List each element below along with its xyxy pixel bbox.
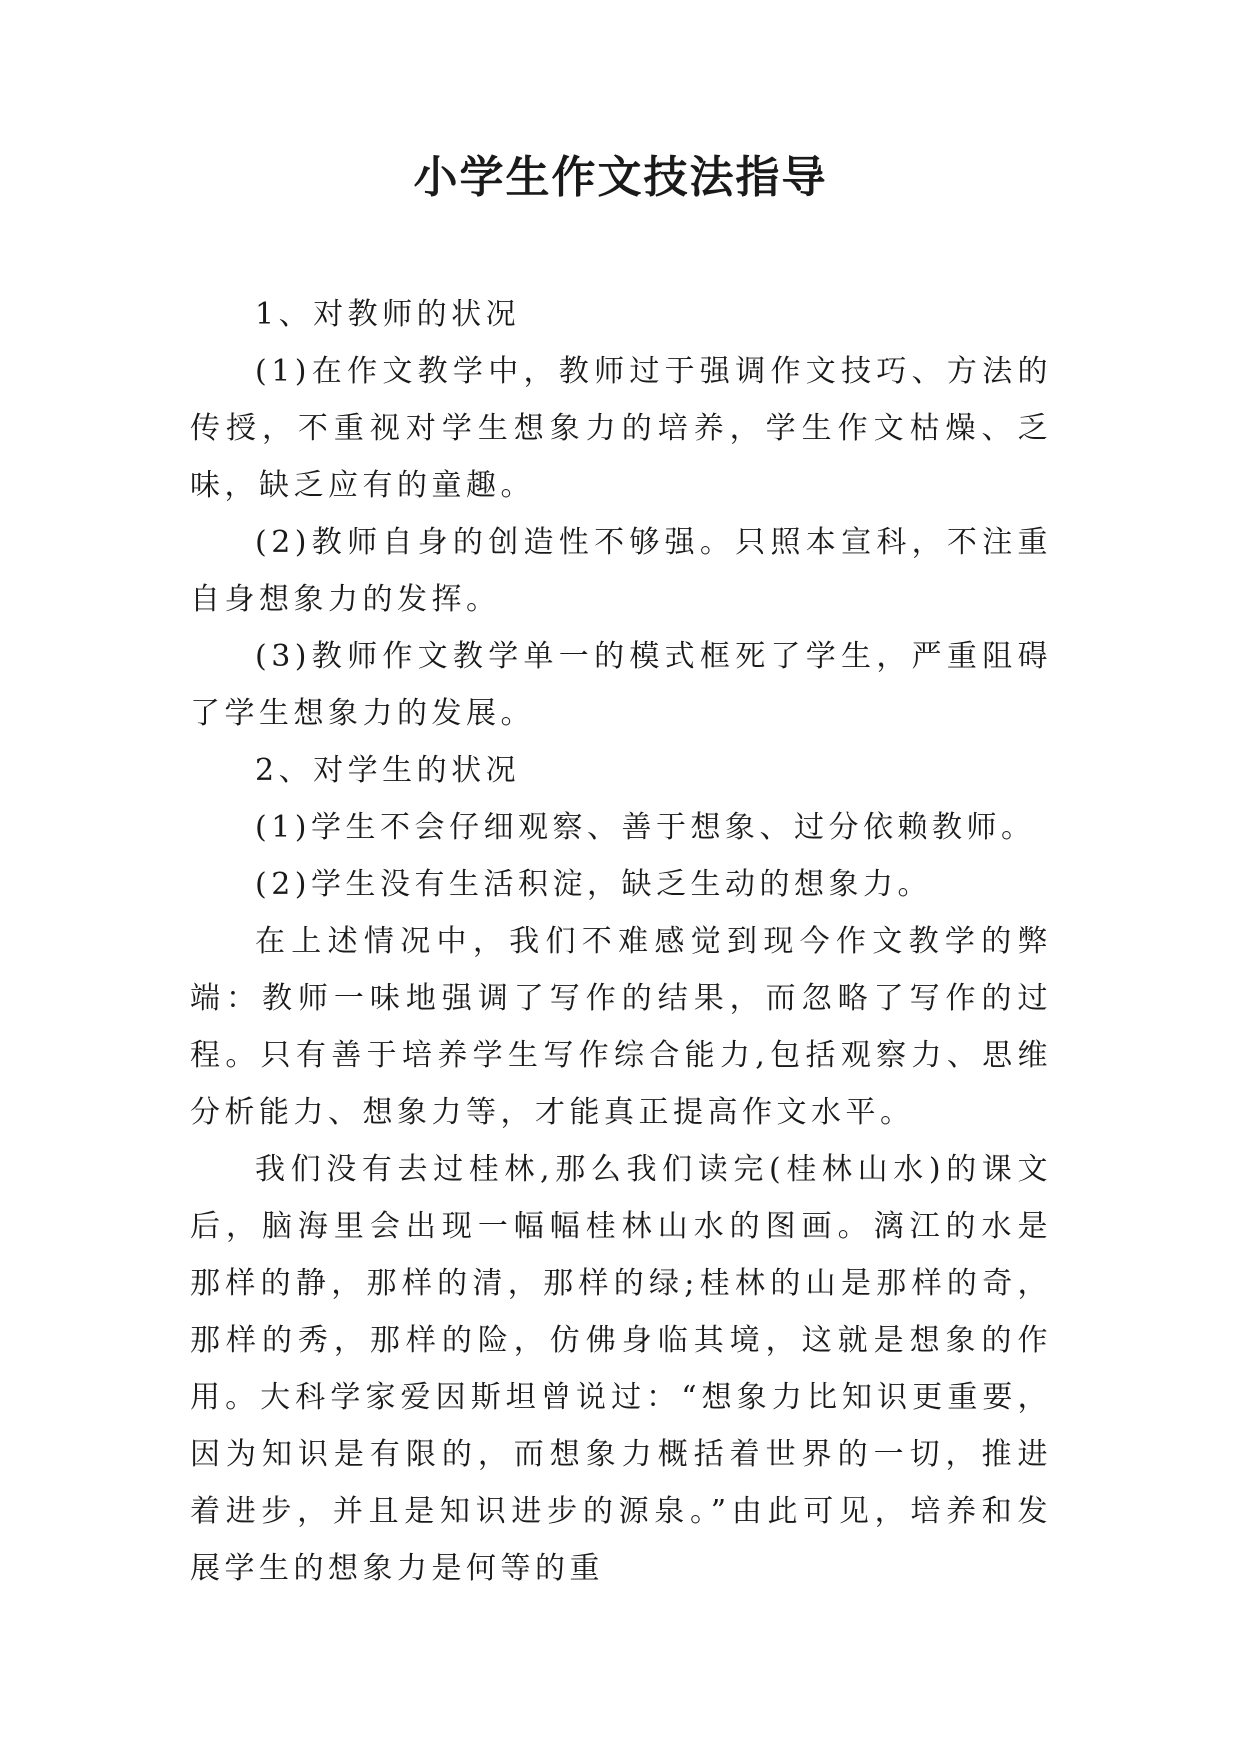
section-heading-student: 2、对学生的状况 [255, 753, 521, 788]
document-title: 小学生作文技法指导 [413, 152, 828, 203]
paragraph-guilin-example: 我们没有去过桂林,那么我们读完(桂林山水)的课文后，脑海里会出现一幅幅桂林山水的图画。漓江的水是那样的静，那样的清，那样的绿;桂林的山是那样的奇，那样的秀，那样的险，仿佛身临其境，这就是想象的作用。大科学家爱因斯坦曾说过：“想象力比知识更重要，因为知识是有限的，而想象力概括着世界的一切，推进着进步，并且是知识进步的源泉。”由此可见，培养和发展学生的想象力是何等的重 [190, 1152, 1052, 1586]
paragraph-teacher-point-1: (1)在作文教学中，教师过于强调作文技巧、方法的传授，不重视对学生想象力的培养，学生作文枯燥、乏味，缺乏应有的童趣。 [190, 354, 1052, 503]
paragraph-student-point-1: (1)学生不会仔细观察、善于想象、过分依赖教师。 [255, 810, 1036, 845]
section-heading-teacher: 1、对教师的状况 [255, 297, 521, 332]
paragraph-teacher-point-2: (2)教师自身的创造性不够强。只照本宣科，不注重自身想象力的发挥。 [190, 525, 1052, 617]
paragraph-student-point-2: (2)学生没有生活积淀，缺乏生动的想象力。 [255, 867, 932, 902]
paragraph-teacher-point-3: (3)教师作文教学单一的模式框死了学生，严重阻碍了学生想象力的发展。 [190, 639, 1052, 731]
document-body [190, 286, 1052, 1597]
paragraph-summary: 在上述情况中，我们不难感觉到现今作文教学的弊端：教师一味地强调了写作的结果，而忽略了写作的过程。只有善于培养学生写作综合能力,包括观察力、思维分析能力、想象力等，才能真正提高作文水平。 [190, 924, 1052, 1130]
